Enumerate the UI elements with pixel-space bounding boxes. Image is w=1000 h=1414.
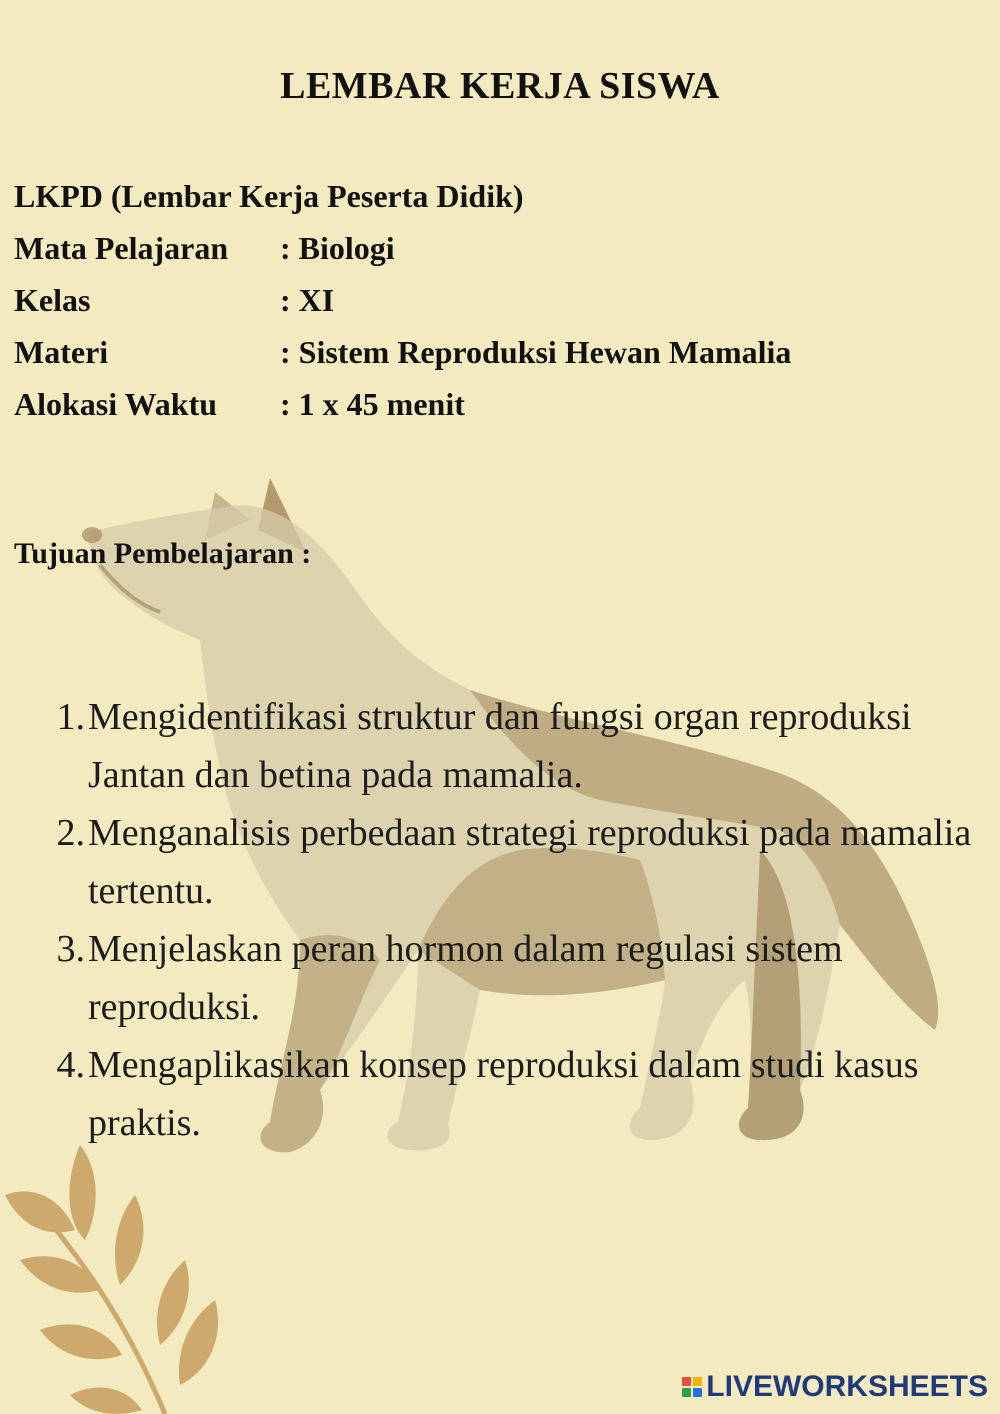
goal-number: 4. <box>56 1044 85 1086</box>
list-item <box>30 1036 990 1152</box>
goal-text: Menjelaskan peran hormon dalam regulasi sistem reproduksi. <box>88 928 843 1028</box>
info-value: : Sistem Reproduksi Hewan Mamalia <box>280 334 792 370</box>
info-label: Alokasi Waktu <box>14 386 218 422</box>
info-row-subject <box>14 226 791 278</box>
goals-list <box>30 688 990 1152</box>
goal-text: Mengaplikasikan konsep reproduksi dalam studi kasus praktis. <box>88 1044 919 1144</box>
goal-number: 2. <box>56 812 85 854</box>
info-value: : Biologi <box>280 230 395 266</box>
goal-text: Mengidentifikasi struktur dan fungsi organ reproduksi Jantan dan betina pada mamalia. <box>88 696 912 796</box>
goals-heading: Tujuan Pembelajaran : <box>14 537 312 570</box>
info-value: : XI <box>280 282 335 318</box>
list-item <box>30 804 990 920</box>
worksheet-info <box>14 174 791 434</box>
list-item <box>30 688 990 804</box>
info-label: Kelas <box>14 282 91 318</box>
list-item <box>30 920 990 1036</box>
goal-number: 1. <box>56 696 85 738</box>
info-row-time <box>14 382 791 434</box>
info-row-material <box>14 330 791 382</box>
goal-text: Menganalisis perbedaan strategi reproduksi pada mamalia tertentu. <box>88 812 972 912</box>
leaf-branch-illustration-icon <box>5 1145 218 1414</box>
info-label: Materi <box>14 334 109 370</box>
brand-name: LIVEWORKSHEETS <box>706 1370 988 1403</box>
liveworksheets-logo-icon <box>682 1377 702 1397</box>
subtitle: LKPD (Lembar Kerja Peserta Didik) <box>14 178 524 214</box>
goal-number: 3. <box>56 928 85 970</box>
info-value: : 1 x 45 menit <box>280 386 465 422</box>
info-row-class <box>14 278 791 330</box>
info-label: Mata Pelajaran <box>14 230 229 266</box>
liveworksheets-brand[interactable] <box>682 1370 988 1404</box>
page-title: LEMBAR KERJA SISWA <box>280 65 720 107</box>
